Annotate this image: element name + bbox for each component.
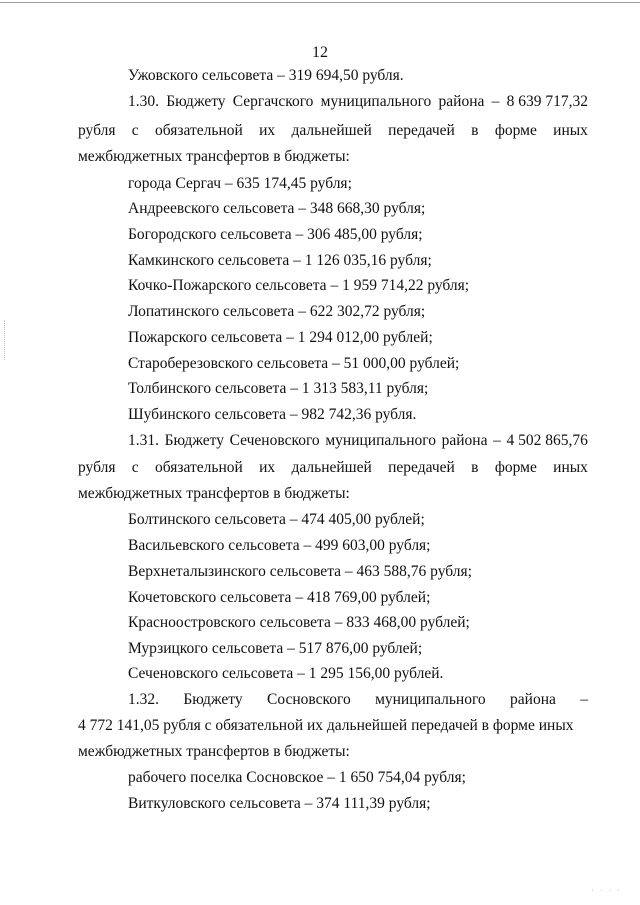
word: района <box>438 93 485 110</box>
list-item-kochetovsky: Кочетовского сельсовета – 418 769,00 рублей; <box>128 589 431 606</box>
word: района <box>510 691 556 708</box>
word: муниципального <box>375 691 486 708</box>
paragraph-1-32-line-1 <box>128 690 588 710</box>
paragraph-1-30-line-3: межбюджетных трансфертов в бюджеты: <box>78 148 350 165</box>
word: 1.30. <box>128 93 159 110</box>
word: муниципального <box>325 432 436 449</box>
paragraph-1-31-line-2 <box>78 458 588 478</box>
word: Бюджету <box>164 432 224 449</box>
paragraph-1-31-line-1 <box>128 431 588 451</box>
word: форме <box>494 122 537 139</box>
word: Сеченовского <box>229 432 320 449</box>
list-item-vitkulovsky: Виткуловского сельсовета – 374 111,39 рубля; <box>128 795 431 812</box>
list-item-verkhnetalyzinsky: Верхнеталызинского сельсовета – 463 588,76 рубля; <box>128 563 472 580</box>
word: Сергачского <box>232 93 314 110</box>
list-item-staroberezovsky: Староберезовского сельсовета – 51 000,00 рублей; <box>128 355 460 372</box>
list-item-kamkinsky: Камкинского сельсовета – 1 126 035,16 рубля; <box>128 252 432 269</box>
paragraph-1-32-line-2: 4 772 141,05 рубля с обязательной их дальнейшей передачей в форме иных <box>78 717 574 734</box>
list-item-bogorodsky: Богородского сельсовета – 306 485,00 рубля; <box>128 226 423 243</box>
word: их <box>259 459 276 476</box>
list-item-sosnovskoe: рабочего поселка Сосновское – 1 650 754,04 рубля; <box>128 769 466 786</box>
list-item-lopatinsky: Лопатинского сельсовета – 622 302,72 рубля; <box>128 303 426 320</box>
list-item-tolbinsky: Толбинского сельсовета – 1 313 583,11 рубля; <box>128 380 429 397</box>
word: – <box>493 432 501 449</box>
list-item-sechenovsky: Сеченовского сельсовета – 1 295 156,00 рублей. <box>128 665 444 682</box>
scan-artifact-dots: · · · · <box>591 886 622 895</box>
list-item-andreevsky: Андреевского сельсовета – 348 668,30 рубля; <box>128 200 426 217</box>
paragraph-1-32-line-3: межбюджетных трансфертов в бюджеты: <box>78 743 350 760</box>
list-item-boltinsky: Болтинского сельсовета – 474 405,00 рублей; <box>128 511 425 528</box>
word: 1.31. <box>128 432 159 449</box>
word: – <box>580 691 588 708</box>
list-item-pozharsky: Пожарского сельсовета – 1 294 012,00 рублей; <box>128 329 433 346</box>
word: с <box>131 459 139 476</box>
word: рубля <box>78 122 116 139</box>
paragraph-1-30-line-2 <box>78 121 588 141</box>
word: иных <box>553 122 588 139</box>
word: района <box>441 432 488 449</box>
word: передачей <box>388 122 455 139</box>
list-item-krasnoostrovsky: Красноостровского сельсовета – 833 468,00 рублей; <box>128 614 470 631</box>
word: с <box>131 122 139 139</box>
list-item-vasilyevsky: Васильевского сельсовета – 499 603,00 рубля; <box>128 537 431 554</box>
list-item-sergach: города Сергач – 635 174,45 рубля; <box>128 175 352 192</box>
word: муниципального <box>320 93 432 110</box>
page-number: 12 <box>312 44 328 61</box>
word: в <box>471 459 479 476</box>
word: Бюджету <box>166 93 226 110</box>
paragraph-1-30-line-1 <box>128 92 588 112</box>
word: – <box>491 93 500 110</box>
word: иных <box>553 459 588 476</box>
word: Сосновского <box>266 691 351 708</box>
word: в <box>471 122 479 139</box>
word: рубля <box>78 459 116 476</box>
word: дальнейшей <box>291 459 372 476</box>
list-item-kochko-pozharsky: Кочко-Пожарского сельсовета – 1 959 714,22 рубля; <box>128 277 470 294</box>
word: 4 502 865,76 <box>506 432 588 449</box>
word: дальнейшей <box>291 122 372 139</box>
list-item-murzitsky: Мурзицкого сельсовета – 517 876,00 рублей; <box>128 640 423 657</box>
word: обязательной <box>155 122 243 139</box>
text-line-1: Ужовского сельсовета – 319 694,50 рубля. <box>128 67 404 84</box>
paragraph-1-31-line-3: межбюджетных трансфертов в бюджеты: <box>78 485 350 502</box>
word: форме <box>494 459 537 476</box>
word: передачей <box>388 459 455 476</box>
word: 8 639 717,32 <box>506 93 588 110</box>
word: их <box>259 122 276 139</box>
list-item-shubinsky: Шубинского сельсовета – 982 742,36 рубля. <box>128 406 417 423</box>
word: Бюджету <box>183 691 243 708</box>
scan-left-mark <box>4 320 6 360</box>
scan-top-edge <box>0 2 640 3</box>
word: 1.32. <box>128 691 159 708</box>
word: обязательной <box>155 459 243 476</box>
